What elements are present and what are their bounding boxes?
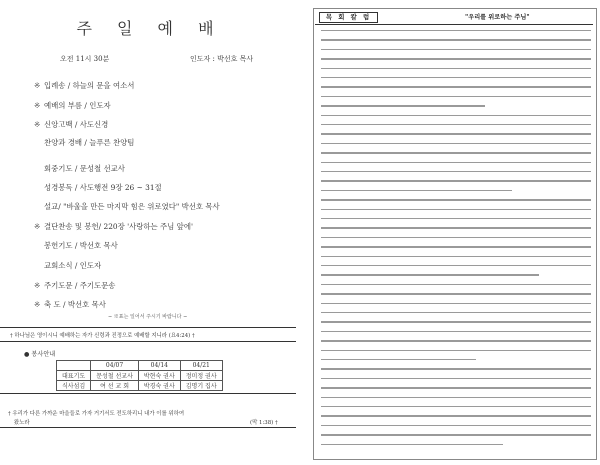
- table-row: 대표기도 문성철 선교사 박현숙 권사 정미정 권사: [57, 371, 223, 381]
- text-line: [321, 68, 591, 69]
- column-title: 목 회 칼 럼: [319, 12, 378, 23]
- text-line: [321, 86, 591, 87]
- order-item: ※ 예배의 부름 / 인도자: [34, 101, 111, 110]
- text-line: [321, 218, 591, 219]
- table-header: 04/07: [91, 361, 139, 371]
- text-line: [321, 133, 591, 134]
- text-line: [321, 49, 591, 50]
- text-line: [321, 115, 591, 116]
- text-line: [321, 274, 539, 275]
- text-line: [321, 397, 591, 398]
- divider: [0, 427, 296, 428]
- order-item: 찬양과 경배 / 늘푸른 찬양팀: [44, 138, 135, 147]
- text-line: [321, 227, 591, 228]
- service-section-label: ● 봉사안내: [24, 351, 56, 358]
- text-line: [321, 303, 591, 304]
- order-item: 성경봉독 / 사도행전 9장 26 ~ 31절: [44, 183, 162, 192]
- text-line: [321, 77, 591, 78]
- text-line: [321, 293, 591, 294]
- text-line: [321, 284, 591, 285]
- text-line: [321, 209, 591, 210]
- text-line: [321, 265, 591, 266]
- order-item: 설교/ "바울을 만든 마지막 힘은 위로였다" 박선호 목사: [44, 202, 220, 211]
- text-line: [321, 256, 591, 257]
- text-line: [321, 340, 591, 341]
- table-header: 04/14: [138, 361, 180, 371]
- divider: [0, 341, 296, 342]
- text-line: [321, 444, 503, 445]
- pastor-column: [305, 0, 600, 465]
- service-time: 오전 11시 30분: [60, 55, 110, 63]
- text-line: [321, 406, 591, 407]
- footer-verse-line1: † 우리가 다른 가까운 마을들로 가자 거기서도 전도하리니 내가 이를 위하여: [8, 411, 185, 417]
- text-line: [321, 350, 591, 351]
- text-line: [321, 180, 591, 181]
- text-line: [321, 434, 591, 435]
- text-line: [321, 368, 591, 369]
- text-line: [321, 331, 591, 332]
- text-line: [321, 246, 591, 247]
- text-line: [321, 30, 591, 31]
- text-line: [321, 190, 512, 191]
- divider: [0, 393, 296, 394]
- text-line: [321, 171, 591, 172]
- text-line: [321, 199, 591, 200]
- text-line: [321, 124, 591, 125]
- order-item: 회중기도 / 문성철 선교사: [44, 164, 125, 173]
- order-item: ※ 신앙고백 / 사도신경: [34, 120, 109, 129]
- text-line: [321, 143, 591, 144]
- text-line: [321, 425, 591, 426]
- text-line: [321, 321, 591, 322]
- table-header: [57, 361, 91, 371]
- page-title: 주 일 예 배: [76, 19, 224, 38]
- order-item: 교회소식 / 인도자: [44, 261, 102, 270]
- order-item: ※ 입례송 / 하늘의 문을 여소서: [34, 81, 135, 90]
- order-item: ※ 주기도문 / 주기도문송: [34, 281, 116, 290]
- text-line: [321, 359, 476, 360]
- text-line: [321, 96, 591, 97]
- footer-verse-ref: (막 1:38) †: [250, 420, 278, 426]
- text-line: [321, 39, 591, 40]
- column-frame: [313, 8, 597, 460]
- table-header: 04/21: [180, 361, 222, 371]
- text-line: [321, 237, 591, 238]
- service-table: [56, 360, 223, 391]
- order-item: ※ 결단찬송 및 봉헌/ 220장 '사랑하는 주님 앞에': [34, 222, 193, 231]
- divider: [315, 24, 593, 25]
- text-line: [321, 58, 591, 59]
- text-line: [321, 162, 591, 163]
- service-leader: 인도자 : 박선호 목사: [190, 55, 254, 63]
- order-item: ※ 축 도 / 박선호 목사: [34, 300, 106, 309]
- standing-note: ~ ※표는 일어서 주시기 바랍니다 ~: [108, 314, 188, 320]
- divider: [0, 327, 296, 328]
- table-row: 식사섬김 여 선 교 회 박경숙 권사 김명기 집사: [57, 381, 223, 391]
- text-line: [321, 415, 591, 416]
- text-line: [321, 105, 485, 106]
- text-line: [321, 378, 591, 379]
- verse-text: † 하나님은 영이시니 예배하는 자가 신령과 진정으로 예배할 지니라 (요4:24) †: [10, 333, 195, 339]
- order-item: 봉헌기도 / 박선호 목사: [44, 241, 118, 250]
- text-line: [321, 152, 591, 153]
- footer-verse-line2: 왔노라: [14, 420, 30, 426]
- text-line: [321, 312, 591, 313]
- text-line: [321, 387, 591, 388]
- column-heading: "우리를 위로하는 주님": [465, 14, 530, 21]
